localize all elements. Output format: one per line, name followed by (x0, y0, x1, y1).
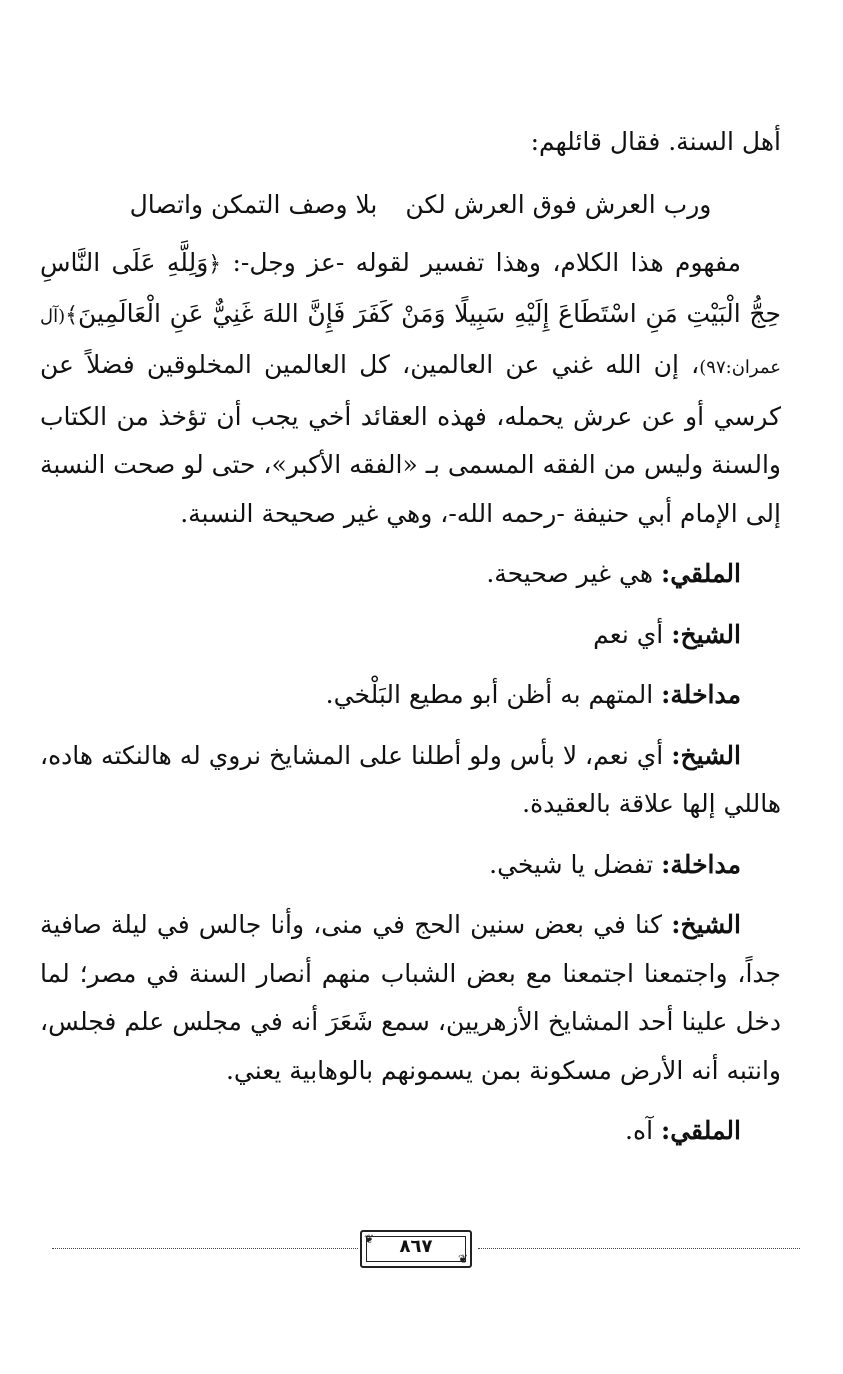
speaker-label: الملقي: (660, 559, 741, 588)
paragraph-text-b: ، إن الله غني عن العالمين، كل العالمين المخلوقين فضلاً عن كرسي أو عن عرش يحمله، فهذه العقائد أخي يجب أن تؤخذ من الكتاب والسنة وليس من الفقه المسمى بـ «الفقه الأكبر»، حتى لو صحت النسبة إلى الإمام أبي حنيفة -رحمه الله-، وهي غير صحيحة النسبة. (40, 350, 781, 528)
quran-verse: وَلِلَّهِ عَلَى النَّاسِ حِجُّ الْبَيْتِ مَنِ اسْتَطَاعَ إِلَيْهِ سَبِيلًا وَمَنْ كَفَرَ فَإِنَّ اللهَ غَنِيٌّ عَنِ الْعَالَمِينَ (40, 248, 781, 328)
footer-rule-right (478, 1248, 800, 1249)
dialogue-text: كنا في بعض سنين الحج في منى، وأنا جالس في ليلة صافية جداً، واجتمعنا اجتمعنا مع بعض الشباب منهم أنصار السنة في مصر؛ لما دخل علينا أحد المشايخ الأزهريين، سمع شَعَرَ أنه في مجلس علم فجلس، وانتبه أنه الأرض مسكونة بمن يسمونهم بالوهابية يعني. (40, 910, 781, 1085)
speaker-label: الملقي: (660, 1116, 741, 1145)
dialogue-text: تفضل يا شيخي. (489, 849, 662, 879)
paragraph-text-a: مفهوم هذا الكلام، وهذا تفسير لقوله -عز وجل-: (221, 248, 741, 277)
ornament-icon: ❦ (457, 1252, 468, 1266)
speaker-label: الشيخ: (671, 740, 741, 770)
dialogue-line (40, 901, 781, 1095)
dialogue-line (40, 550, 781, 599)
dialogue-line (40, 732, 781, 829)
dialogue-text: هي غير صحيحة. (486, 559, 661, 588)
paragraph-tafsir (40, 239, 781, 538)
poetry-verse (40, 181, 781, 230)
dialogue-line (40, 841, 781, 890)
page-body (40, 118, 781, 1156)
dialogue-line (40, 611, 781, 660)
dialogue-text: أي نعم (593, 619, 672, 649)
dialogue-text: المتهم به أظن أبو مطيع البَلْخي. (325, 680, 662, 709)
footer-rule-left (52, 1248, 358, 1249)
page-number: ٨٦٧ (399, 1236, 433, 1257)
quran-bracket-close: ﴾ (65, 302, 78, 328)
verse-hemistich-second: بلا وصف التمكن واتصال (129, 189, 378, 219)
dialogue-line (40, 1107, 781, 1156)
verse-hemistich-first: ورب العرش فوق العرش لكن (405, 189, 712, 219)
intro-line: أهل السنة. فقال قائلهم: (530, 127, 781, 156)
dialogue-line (40, 671, 781, 720)
dialogue-text: أي نعم، لا بأس ولو أطلنا على المشايخ نروي له هالنكته هاده، هاللي إلها علاقة بالعقيدة. (40, 740, 781, 818)
speaker-label: الشيخ: (671, 910, 741, 939)
page-number-frame (360, 1230, 472, 1268)
speaker-label: الشيخ: (671, 619, 741, 649)
dialogue-text: آه. (625, 1116, 661, 1145)
speaker-label: مداخلة: (661, 849, 741, 879)
ornament-icon: ❦ (364, 1232, 375, 1246)
quran-reference: (آل عمران:٩٧) (40, 305, 781, 378)
speaker-label: مداخلة: (661, 680, 741, 709)
quran-bracket-open: ﴿ (208, 252, 222, 277)
